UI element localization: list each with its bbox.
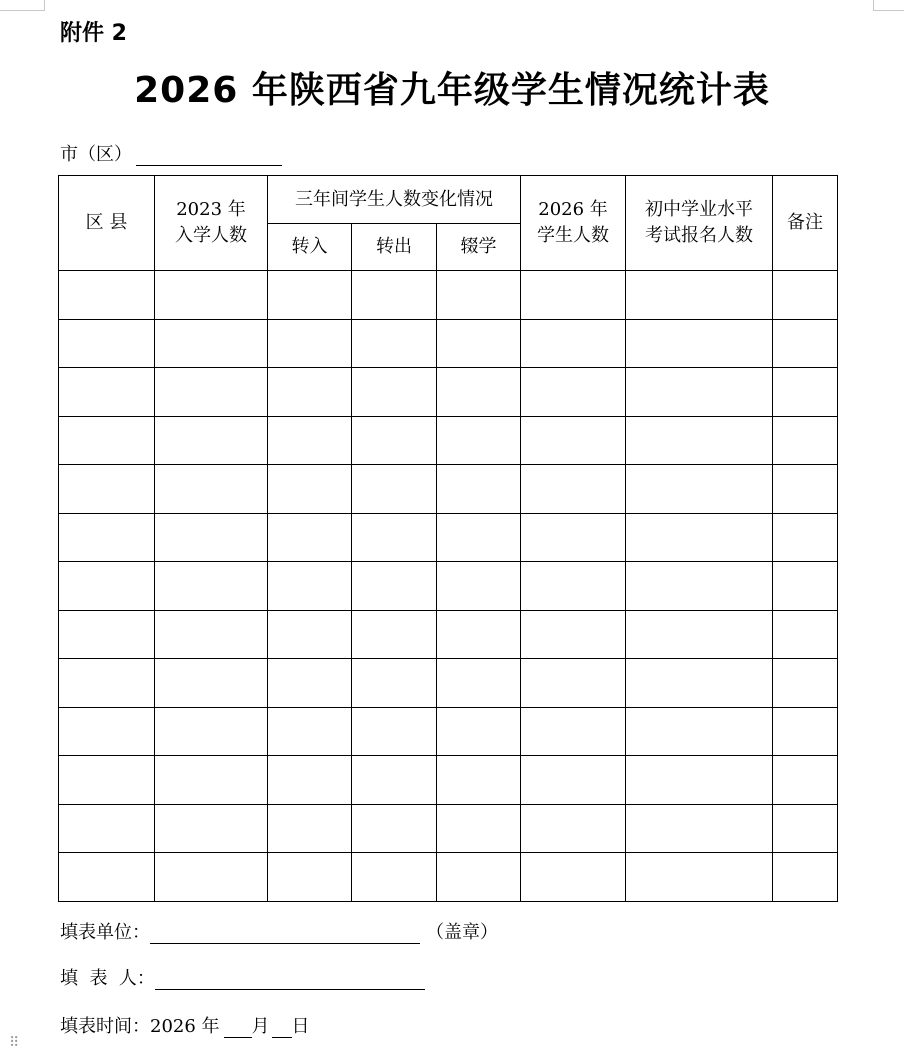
table-cell[interactable] xyxy=(268,319,352,368)
table-cell[interactable] xyxy=(59,465,155,514)
table-cell[interactable] xyxy=(521,659,626,708)
table-row xyxy=(59,707,838,756)
table-cell[interactable] xyxy=(268,707,352,756)
table-cell[interactable] xyxy=(268,562,352,611)
table-cell[interactable] xyxy=(626,513,773,562)
table-header-row xyxy=(59,176,838,224)
table-cell[interactable] xyxy=(521,562,626,611)
table-cell[interactable] xyxy=(521,804,626,853)
fill-time-line xyxy=(60,1012,310,1038)
table-cell[interactable] xyxy=(59,707,155,756)
header-enroll-2023-line1: 2023 年 xyxy=(176,199,246,220)
table-cell[interactable] xyxy=(352,562,437,611)
table-cell[interactable] xyxy=(437,659,521,708)
table-cell[interactable] xyxy=(352,416,437,465)
table-cell[interactable] xyxy=(521,610,626,659)
page-corner-mark-left xyxy=(0,0,45,11)
table-row xyxy=(59,853,838,902)
table-cell[interactable] xyxy=(268,659,352,708)
day-input-line[interactable] xyxy=(272,1017,292,1038)
table-cell[interactable] xyxy=(59,562,155,611)
table-cell[interactable] xyxy=(521,319,626,368)
table-row xyxy=(59,271,838,320)
table-cell[interactable] xyxy=(773,707,838,756)
table-cell[interactable] xyxy=(437,610,521,659)
table-cell[interactable] xyxy=(773,804,838,853)
table-cell[interactable] xyxy=(773,416,838,465)
table-cell[interactable] xyxy=(437,465,521,514)
table-cell[interactable] xyxy=(352,271,437,320)
table-cell[interactable] xyxy=(521,416,626,465)
table-cell[interactable] xyxy=(59,416,155,465)
table-cell[interactable] xyxy=(268,804,352,853)
table-cell[interactable] xyxy=(437,707,521,756)
table-cell[interactable] xyxy=(773,610,838,659)
table-cell[interactable] xyxy=(437,853,521,902)
table-row xyxy=(59,756,838,805)
city-label: 市（区） xyxy=(60,144,132,165)
table-cell[interactable] xyxy=(626,465,773,514)
table-cell[interactable] xyxy=(155,465,268,514)
header-students-2026-line1: 2026 年 xyxy=(538,199,608,220)
table-cell[interactable] xyxy=(155,416,268,465)
table-cell[interactable] xyxy=(155,610,268,659)
attachment-label: 附件 2 xyxy=(60,21,127,46)
filler-line xyxy=(60,964,425,990)
table-cell[interactable] xyxy=(773,659,838,708)
table-cell[interactable] xyxy=(437,513,521,562)
table-row xyxy=(59,562,838,611)
table-cell[interactable] xyxy=(521,368,626,417)
table-cell[interactable] xyxy=(773,368,838,417)
table-cell[interactable] xyxy=(352,756,437,805)
table-cell[interactable] xyxy=(59,853,155,902)
page-title: 2026 年陕西省九年级学生情况统计表 xyxy=(134,70,770,111)
fill-unit-label: 填表单位： xyxy=(60,922,150,943)
table-cell[interactable] xyxy=(59,756,155,805)
table-cell[interactable] xyxy=(626,319,773,368)
header-enroll-2023 xyxy=(155,176,268,271)
table-body xyxy=(59,271,838,902)
table-cell[interactable] xyxy=(626,368,773,417)
table-cell[interactable] xyxy=(773,513,838,562)
table-cell[interactable] xyxy=(59,271,155,320)
header-dropout: 辍学 xyxy=(437,224,521,271)
header-students-2026-line2: 学生人数 xyxy=(537,225,610,246)
table-cell[interactable] xyxy=(437,562,521,611)
table-cell[interactable] xyxy=(155,271,268,320)
table-cell[interactable] xyxy=(59,368,155,417)
month-label: 月 xyxy=(251,1016,270,1037)
table-cell[interactable] xyxy=(268,271,352,320)
table-cell[interactable] xyxy=(437,319,521,368)
table-cell[interactable] xyxy=(521,513,626,562)
drag-handle-icon[interactable]: ⠿ xyxy=(9,1035,18,1051)
table-cell[interactable] xyxy=(155,562,268,611)
header-change-group: 三年间学生人数变化情况 xyxy=(268,176,521,224)
header-exam-line2: 考试报名人数 xyxy=(645,225,754,246)
table-cell[interactable] xyxy=(521,271,626,320)
header-district: 区 县 xyxy=(59,176,155,271)
table-cell[interactable] xyxy=(352,465,437,514)
table-cell[interactable] xyxy=(437,804,521,853)
table-cell[interactable] xyxy=(352,368,437,417)
filler-label: 填 表 人： xyxy=(60,968,155,989)
table-cell[interactable] xyxy=(155,368,268,417)
table-cell[interactable] xyxy=(773,465,838,514)
table-cell[interactable] xyxy=(773,319,838,368)
table-cell[interactable] xyxy=(773,562,838,611)
day-label: 日 xyxy=(291,1016,310,1037)
table-cell[interactable] xyxy=(352,319,437,368)
table-cell[interactable] xyxy=(626,756,773,805)
table-cell[interactable] xyxy=(521,465,626,514)
seal-label: （盖章） xyxy=(426,922,498,943)
header-transfer-out: 转出 xyxy=(352,224,437,271)
table-cell[interactable] xyxy=(437,416,521,465)
table-cell[interactable] xyxy=(521,853,626,902)
table-cell[interactable] xyxy=(352,804,437,853)
fill-time-label: 填表时间：2026 年 xyxy=(60,1016,220,1037)
table-cell[interactable] xyxy=(626,707,773,756)
city-field xyxy=(60,140,282,166)
table-cell[interactable] xyxy=(268,610,352,659)
table-cell[interactable] xyxy=(626,610,773,659)
header-remarks: 备注 xyxy=(773,176,838,271)
table-cell[interactable] xyxy=(521,756,626,805)
fill-unit-line xyxy=(60,918,498,944)
table-row xyxy=(59,319,838,368)
table-cell[interactable] xyxy=(352,513,437,562)
header-transfer-in: 转入 xyxy=(268,224,352,271)
city-input-line[interactable] xyxy=(136,145,282,166)
page-corner-mark-right xyxy=(873,0,904,11)
table-cell[interactable] xyxy=(59,659,155,708)
table-cell[interactable] xyxy=(155,707,268,756)
table-cell[interactable] xyxy=(773,271,838,320)
table-cell[interactable] xyxy=(352,659,437,708)
table-cell[interactable] xyxy=(268,465,352,514)
month-input-line[interactable] xyxy=(224,1017,252,1038)
table-cell[interactable] xyxy=(268,416,352,465)
table-cell[interactable] xyxy=(626,562,773,611)
table-cell[interactable] xyxy=(626,804,773,853)
table-cell[interactable] xyxy=(59,513,155,562)
table-cell[interactable] xyxy=(155,659,268,708)
table-cell[interactable] xyxy=(437,271,521,320)
filler-input-line[interactable] xyxy=(155,969,425,990)
table-cell[interactable] xyxy=(626,659,773,708)
table-cell[interactable] xyxy=(268,756,352,805)
table-cell[interactable] xyxy=(437,756,521,805)
table-row xyxy=(59,610,838,659)
header-exam-line1: 初中学业水平 xyxy=(645,199,754,220)
header-students-2026 xyxy=(521,176,626,271)
table-row xyxy=(59,465,838,514)
fill-unit-input-line[interactable] xyxy=(150,923,420,944)
table-row xyxy=(59,368,838,417)
header-enroll-2023-line2: 入学人数 xyxy=(175,225,247,246)
statistics-table xyxy=(58,175,838,902)
table-cell[interactable] xyxy=(155,853,268,902)
header-exam-registration xyxy=(626,176,773,271)
table-cell[interactable] xyxy=(352,853,437,902)
table-row xyxy=(59,659,838,708)
table-cell[interactable] xyxy=(352,707,437,756)
table-cell[interactable] xyxy=(437,368,521,417)
table-cell[interactable] xyxy=(268,853,352,902)
table-cell[interactable] xyxy=(626,271,773,320)
table-cell[interactable] xyxy=(155,804,268,853)
table-row xyxy=(59,513,838,562)
table-cell[interactable] xyxy=(626,853,773,902)
table-cell[interactable] xyxy=(773,853,838,902)
table-cell[interactable] xyxy=(773,756,838,805)
table-cell[interactable] xyxy=(626,416,773,465)
table-cell[interactable] xyxy=(521,707,626,756)
table-cell[interactable] xyxy=(155,319,268,368)
table-cell[interactable] xyxy=(59,610,155,659)
table-cell[interactable] xyxy=(59,319,155,368)
table-row xyxy=(59,804,838,853)
table-cell[interactable] xyxy=(155,756,268,805)
table-cell[interactable] xyxy=(268,513,352,562)
table-cell[interactable] xyxy=(352,610,437,659)
table-cell[interactable] xyxy=(268,368,352,417)
table-row xyxy=(59,416,838,465)
table-cell[interactable] xyxy=(59,804,155,853)
table-cell[interactable] xyxy=(155,513,268,562)
